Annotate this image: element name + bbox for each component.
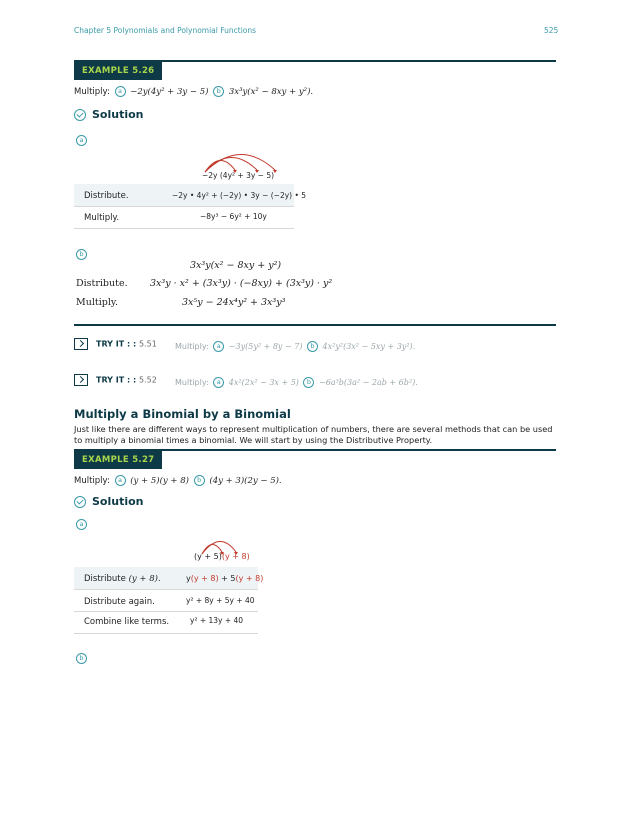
expr-y: y [186, 574, 191, 583]
row-expr: 3x⁵y − 24x⁴y² + 3x³y³ [182, 297, 286, 308]
part-b-marker-sol [74, 244, 89, 263]
row-label: Distribute. [84, 191, 129, 201]
row-label: Combine like terms. [84, 617, 170, 627]
part-b-circle: b [76, 249, 87, 260]
solution-heading [74, 495, 144, 508]
expr-red-1: (y + 8) [190, 574, 219, 583]
page-number: 525 [544, 26, 559, 35]
example-problem [74, 475, 282, 486]
multiply-label: Multiply: [74, 87, 110, 97]
try-it-5-52[interactable] [74, 374, 157, 386]
part-a-marker: a [115, 475, 126, 486]
part-a-circle: a [76, 519, 87, 530]
expr-mid: + 5 [218, 574, 236, 583]
expr-red-2: (y + 8) [235, 574, 264, 583]
row-expr: −8y³ − 6y² + 10y [200, 212, 267, 221]
multiply-label: Multiply: [175, 342, 209, 351]
problem-a-expr: 4x²(2x² − 3x + 5) [228, 378, 299, 387]
row-label-math: (y + 8). [128, 574, 161, 584]
try-it-problem [175, 341, 415, 352]
ex527a-top [194, 552, 250, 561]
problem-b-expr: (4y + 3)(2y − 5). [209, 476, 282, 486]
row-label: Distribute. [76, 278, 128, 289]
row-label: Distribute again. [84, 597, 155, 607]
part-b-marker: b [213, 86, 224, 97]
try-it-label: TRY IT : : [96, 339, 137, 349]
problem-b-expr: −6a³b(3a² − 2ab + 6b²). [319, 378, 418, 387]
part-a-marker-sol [74, 514, 89, 533]
check-icon [74, 109, 86, 121]
problem-b-expr: 4x²y²(3x² − 5xy + 3y²). [322, 342, 416, 351]
problem-a-expr: (y + 5)(y + 8) [130, 476, 189, 486]
row-expr: y² + 8y + 5y + 40 [186, 596, 255, 605]
part-b-marker: b [194, 475, 205, 486]
solution-text: Solution [92, 495, 144, 508]
multiply-label: Multiply: [175, 378, 209, 387]
try-it-5-51[interactable] [74, 338, 157, 350]
example-problem [74, 86, 313, 97]
part-b-marker: b [303, 377, 314, 388]
solution-heading [74, 108, 144, 121]
example-end-rule [74, 324, 556, 326]
try-it-number: 5.52 [138, 375, 157, 385]
try-it-number: 5.51 [138, 339, 157, 349]
part-a-marker: a [115, 86, 126, 97]
part-b-marker-sol [74, 648, 89, 667]
chevron-right-icon [74, 374, 88, 386]
problem-b-expr: 3x³y(x² − 8xy + y²). [228, 87, 314, 97]
part-a-circle: a [76, 135, 87, 146]
row-label: Multiply. [84, 213, 120, 223]
check-icon [74, 496, 86, 508]
part-b-marker: b [307, 341, 318, 352]
solution-text: Solution [92, 108, 144, 121]
section-title: Multiply a Binomial by a Binomial [74, 407, 291, 421]
chevron-right-icon [74, 338, 88, 350]
row-expr: −2y • 4y² + (−2y) • 3y − (−2y) • 5 [172, 191, 307, 200]
part-a-marker: a [213, 377, 224, 388]
try-it-label: TRY IT : : [96, 375, 137, 385]
problem-a-expr: −2y(4y² + 3y − 5) [130, 87, 209, 97]
row-expr [186, 574, 263, 583]
ex526a-top: −2y (4y² + 3y − 5) [202, 171, 275, 180]
try-it-problem [175, 377, 418, 388]
row-expr: 3x³y · x² + (3x³y) · (−8xy) + (3x³y) · y² [150, 278, 333, 289]
multiply-label: Multiply: [74, 476, 110, 486]
ex526b-top: 3x³y(x² − 8xy + y²) [190, 260, 282, 271]
top-factor-red: (y + 8) [221, 552, 250, 561]
row-label [84, 574, 161, 584]
problem-a-expr: −3y(5y² + 8y − 7) [228, 342, 303, 351]
row-label-text: Distribute [84, 574, 126, 584]
part-b-circle: b [76, 653, 87, 664]
example-label: EXAMPLE 5.27 [74, 451, 162, 469]
top-factor-black: (y + 5) [194, 552, 222, 561]
row-label: Multiply. [76, 297, 118, 308]
example-label: EXAMPLE 5.26 [74, 62, 162, 80]
part-a-marker: a [213, 341, 224, 352]
chapter-header: Chapter 5 Polynomials and Polynomial Functions [74, 26, 257, 35]
part-a-marker-sol [74, 130, 89, 149]
section-paragraph: Just like there are different ways to represent multiplication of numbers, there are several methods that can be used to multiply a binomial times a binomial. We will start by using the Distributive Property. [74, 424, 553, 445]
row-expr: y² + 13y + 40 [190, 616, 244, 625]
